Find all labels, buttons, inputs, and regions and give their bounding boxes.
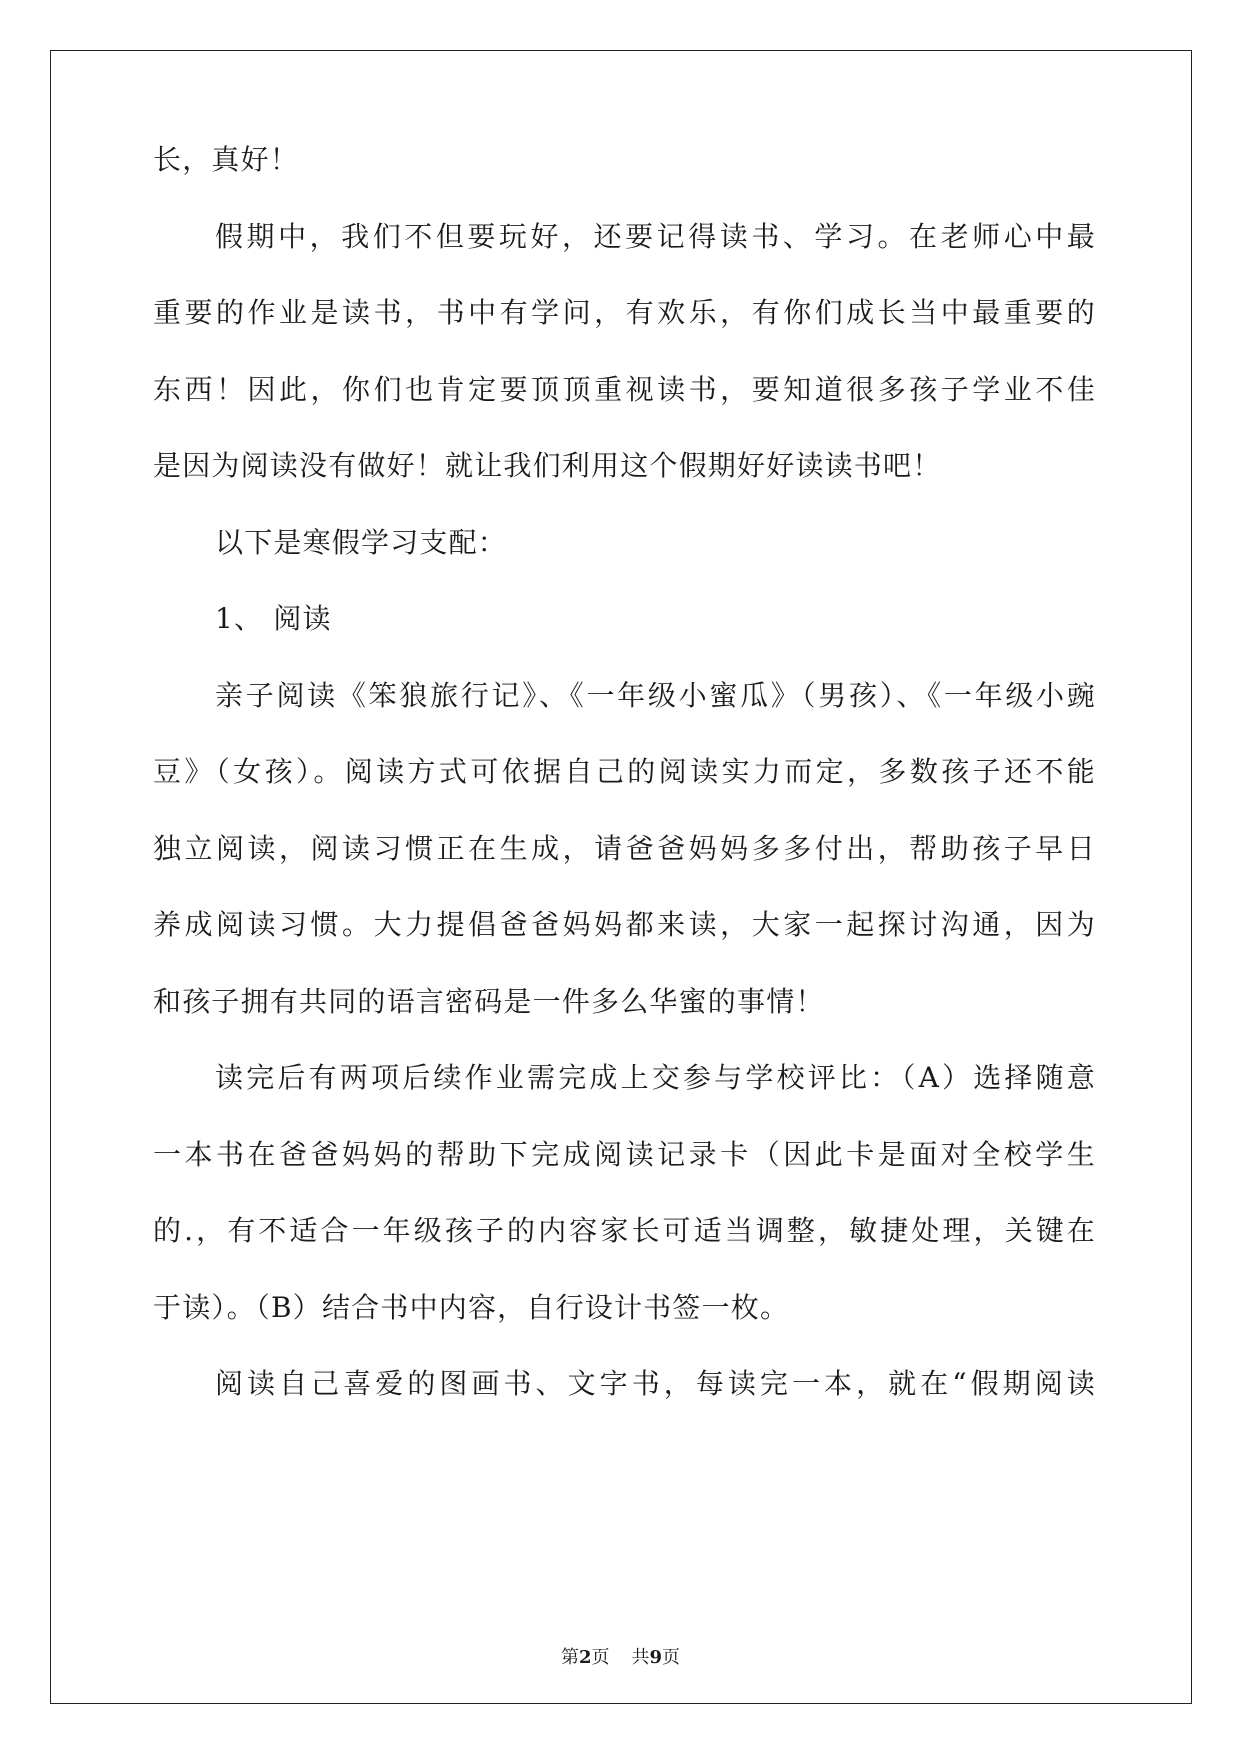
total-pages-prefix: 共: [631, 1647, 650, 1668]
text-line: 假期中，我们不但要玩好，还要记得读书、学习。在老师心中最: [215, 219, 1096, 253]
page-number-suffix: 页: [591, 1647, 610, 1668]
text-line: 于读）。（B）结合书中内容，自行设计书签一枚。: [153, 1290, 790, 1324]
text-line: 长，真好！: [153, 143, 300, 176]
text-line: 的.，有不适合一年级孩子的内容家长可适当调整，敏捷处理，关键在: [153, 1214, 1096, 1247]
text-line: 豆》（女孩）。阅读方式可依据自己的阅读实力而定，多数孩子还不能: [153, 755, 1096, 788]
total-pages-number: 9: [649, 1647, 663, 1668]
text-line: 和孩子拥有共同的语言密码是一件多么华蜜的事情！: [153, 984, 825, 1018]
text-line: 东西！因此，你们也肯定要顶顶重视读书，要知道很多孩子学业不佳: [153, 372, 1096, 406]
text-line: 独立阅读，阅读习惯正在生成，请爸爸妈妈多多付出，帮助孩子早日: [153, 831, 1096, 865]
text-line: 阅读自己喜爱的图画书、文字书，每读完一本，就在“假期阅读: [215, 1367, 1096, 1400]
total-pages-suffix: 页: [662, 1647, 681, 1668]
text-line: 读完后有两项后续作业需完成上交参与学校评比：（A）选择随意: [215, 1061, 1096, 1094]
text-line: 1、 阅读: [215, 602, 332, 635]
current-page-number: 2: [578, 1647, 592, 1668]
text-line: 以下是寒假学习支配：: [215, 525, 508, 559]
page-footer: [0, 1646, 1241, 1670]
text-line: 亲子阅读《笨狼旅行记》、《一年级小蜜瓜》（男孩）、《一年级小豌: [215, 678, 1096, 712]
page-number-prefix: 第: [560, 1647, 579, 1668]
text-line: 是因为阅读没有做好！就让我们利用这个假期好好读读书吧！: [153, 449, 942, 482]
text-line: 养成阅读习惯。大力提倡爸爸妈妈都来读，大家一起探讨沟通，因为: [153, 908, 1096, 941]
text-line: 重要的作业是读书，书中有学问，有欢乐，有你们成长当中最重要的: [153, 296, 1096, 329]
text-line: 一本书在爸爸妈妈的帮助下完成阅读记录卡（因此卡是面对全校学生: [153, 1137, 1096, 1171]
